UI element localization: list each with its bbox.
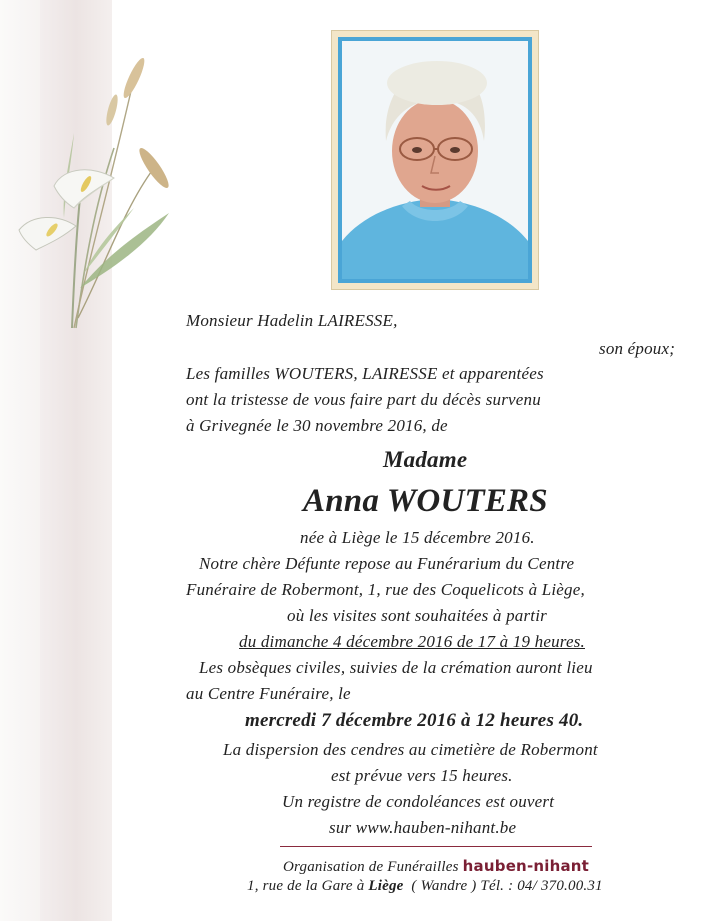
line-rest: Notre chère Défunte repose au Funérarium du Centre (199, 554, 575, 573)
line-husband: Monsieur Hadelin LAIRESSE, (186, 311, 398, 330)
footer-address-post: ( Wandre ) Tél. : 04/ 370.00.31 (411, 878, 603, 894)
footer-address (247, 876, 603, 896)
footer-organisation (283, 856, 589, 877)
line-place-date: à Grivegnée le 30 novembre 2016, de (186, 416, 448, 435)
line-relation: son époux; (599, 339, 676, 358)
line-birth: née à Liège le 15 décembre 2016. (300, 528, 535, 547)
line-ashes: La dispersion des cendres au cimetière de Robermont (223, 740, 598, 759)
line-centre: au Centre Funéraire, le (186, 684, 351, 703)
deceased-title: Madame (383, 447, 468, 472)
portrait-frame (331, 30, 539, 290)
line-ceremony-date: mercredi 7 décembre 2016 à 12 heures 40. (245, 710, 584, 731)
line-funeral: Les obsèques civiles, suivies de la crémation auront lieu (199, 658, 593, 677)
line-sadness: ont la tristesse de vous faire part du décès survenu (186, 390, 541, 409)
line-families: Les familles WOUTERS, LAIRESSE et apparentées (186, 364, 544, 383)
brand-logo: hauben-nihant (462, 857, 590, 875)
footer-city: Liège (368, 878, 404, 894)
line-funerarium: Funéraire de Robermont, 1, rue des Coquelicots à Liège, (186, 580, 585, 599)
condolence-url[interactable]: sur www.hauben-nihant.be (329, 818, 517, 837)
footer-org-label: Organisation de Funérailles (283, 859, 459, 875)
calla-lily-wheat-icon (14, 38, 184, 338)
line-visits: où les visites sont souhaitées à partir (287, 606, 547, 625)
line-visit-date: du dimanche 4 décembre 2016 de 17 à 19 heures. (239, 632, 585, 651)
portrait-photo (338, 37, 532, 283)
deceased-name: Anna WOUTERS (303, 483, 548, 519)
line-time: est prévue vers 15 heures. (331, 766, 513, 785)
footer-address-pre: 1, rue de la Gare à (247, 878, 365, 894)
line-register: Un registre de condoléances est ouvert (282, 792, 555, 811)
footer-rule (280, 846, 592, 847)
